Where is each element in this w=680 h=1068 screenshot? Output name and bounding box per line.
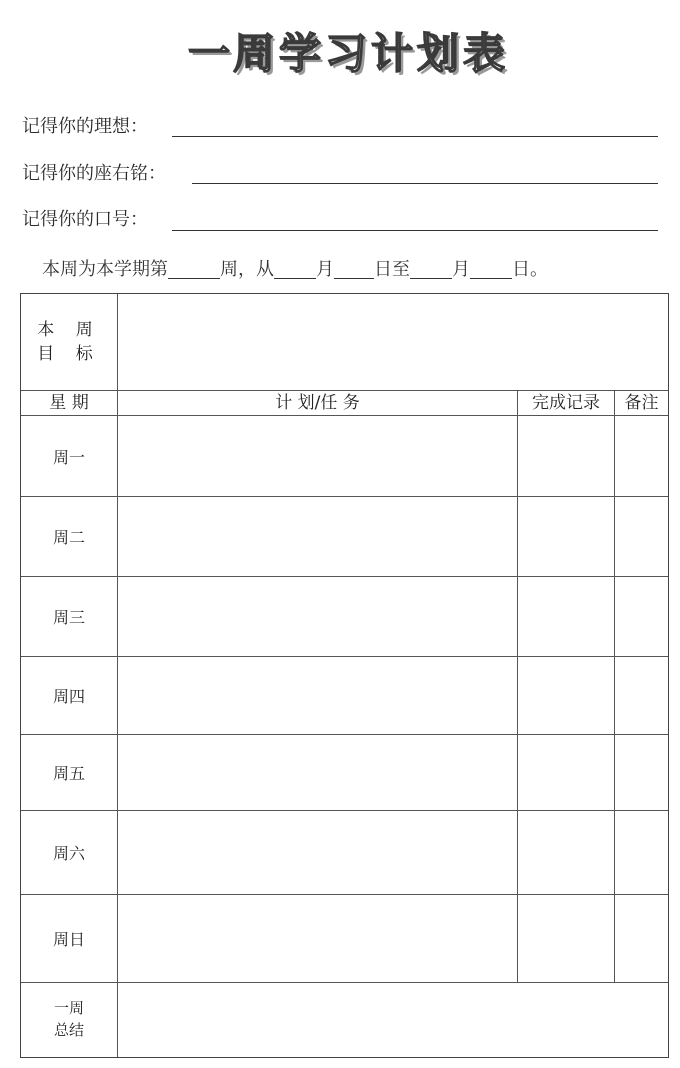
weekly-goal-label-line: 本 周 (37, 320, 101, 340)
day-label-saturday: 周六 (52, 844, 85, 863)
day-label-friday: 周五 (52, 764, 85, 783)
weekly-summary-label (21, 997, 117, 1041)
motto-label: 记得你的座右铭： (22, 163, 166, 184)
ideal-input-line[interactable] (172, 136, 658, 137)
day-label-wednesday: 周三 (52, 608, 85, 627)
title-char: 表 (463, 29, 506, 78)
weekly-summary-label-line: 一周 (53, 999, 84, 1017)
slogan-label: 记得你的口号： (22, 209, 148, 230)
week-unit: 周，从 (220, 259, 274, 280)
end-day-label: 日。 (512, 259, 548, 280)
table-divider (21, 496, 668, 497)
end-month-label: 月 (452, 259, 470, 280)
day-label-sunday: 周日 (52, 930, 85, 949)
week-number-blank[interactable] (168, 256, 220, 279)
week-prefix: 本周为本学期第 (42, 259, 168, 280)
start-month-blank[interactable] (274, 256, 316, 279)
header-task: 计 划/任 务 (275, 393, 360, 413)
table-divider (21, 656, 668, 657)
title-char: 学 (279, 29, 322, 78)
table-divider (21, 894, 668, 895)
motto-input-line[interactable] (192, 183, 658, 184)
table-divider (21, 734, 668, 735)
weekly-goal-label (21, 318, 117, 366)
day-label-thursday: 周四 (52, 687, 85, 706)
end-day-blank[interactable] (470, 256, 512, 279)
table-divider (614, 390, 615, 982)
slogan-input-line[interactable] (172, 230, 658, 231)
weekly-summary-cell[interactable] (118, 983, 668, 1057)
title-char: 计 (371, 29, 414, 78)
end-month-blank[interactable] (410, 256, 452, 279)
ideal-label: 记得你的理想： (22, 116, 148, 137)
start-day-label: 日至 (374, 259, 410, 280)
title-char: 习 (325, 29, 368, 78)
header-note: 备注 (624, 393, 659, 413)
day-label-tuesday: 周二 (52, 528, 85, 547)
weekly-goal-cell[interactable] (118, 294, 668, 389)
table-divider (21, 810, 668, 811)
week-range-line (42, 256, 662, 284)
table-divider (21, 576, 668, 577)
header-record: 完成记录 (532, 393, 600, 413)
weekly-summary-label-line: 总结 (53, 1021, 84, 1039)
start-day-blank[interactable] (334, 256, 374, 279)
day-label-monday: 周一 (52, 448, 85, 467)
title-char: 周 (233, 29, 276, 78)
weekly-goal-label-line: 目 标 (37, 344, 101, 364)
title-char: 划 (417, 29, 460, 78)
header-day: 星 期 (49, 393, 89, 413)
title-char: 一 (188, 29, 231, 78)
plan-table (20, 293, 669, 1058)
page-title (0, 22, 680, 86)
table-divider (21, 415, 668, 416)
start-month-label: 月 (316, 259, 334, 280)
table-divider (517, 390, 518, 982)
